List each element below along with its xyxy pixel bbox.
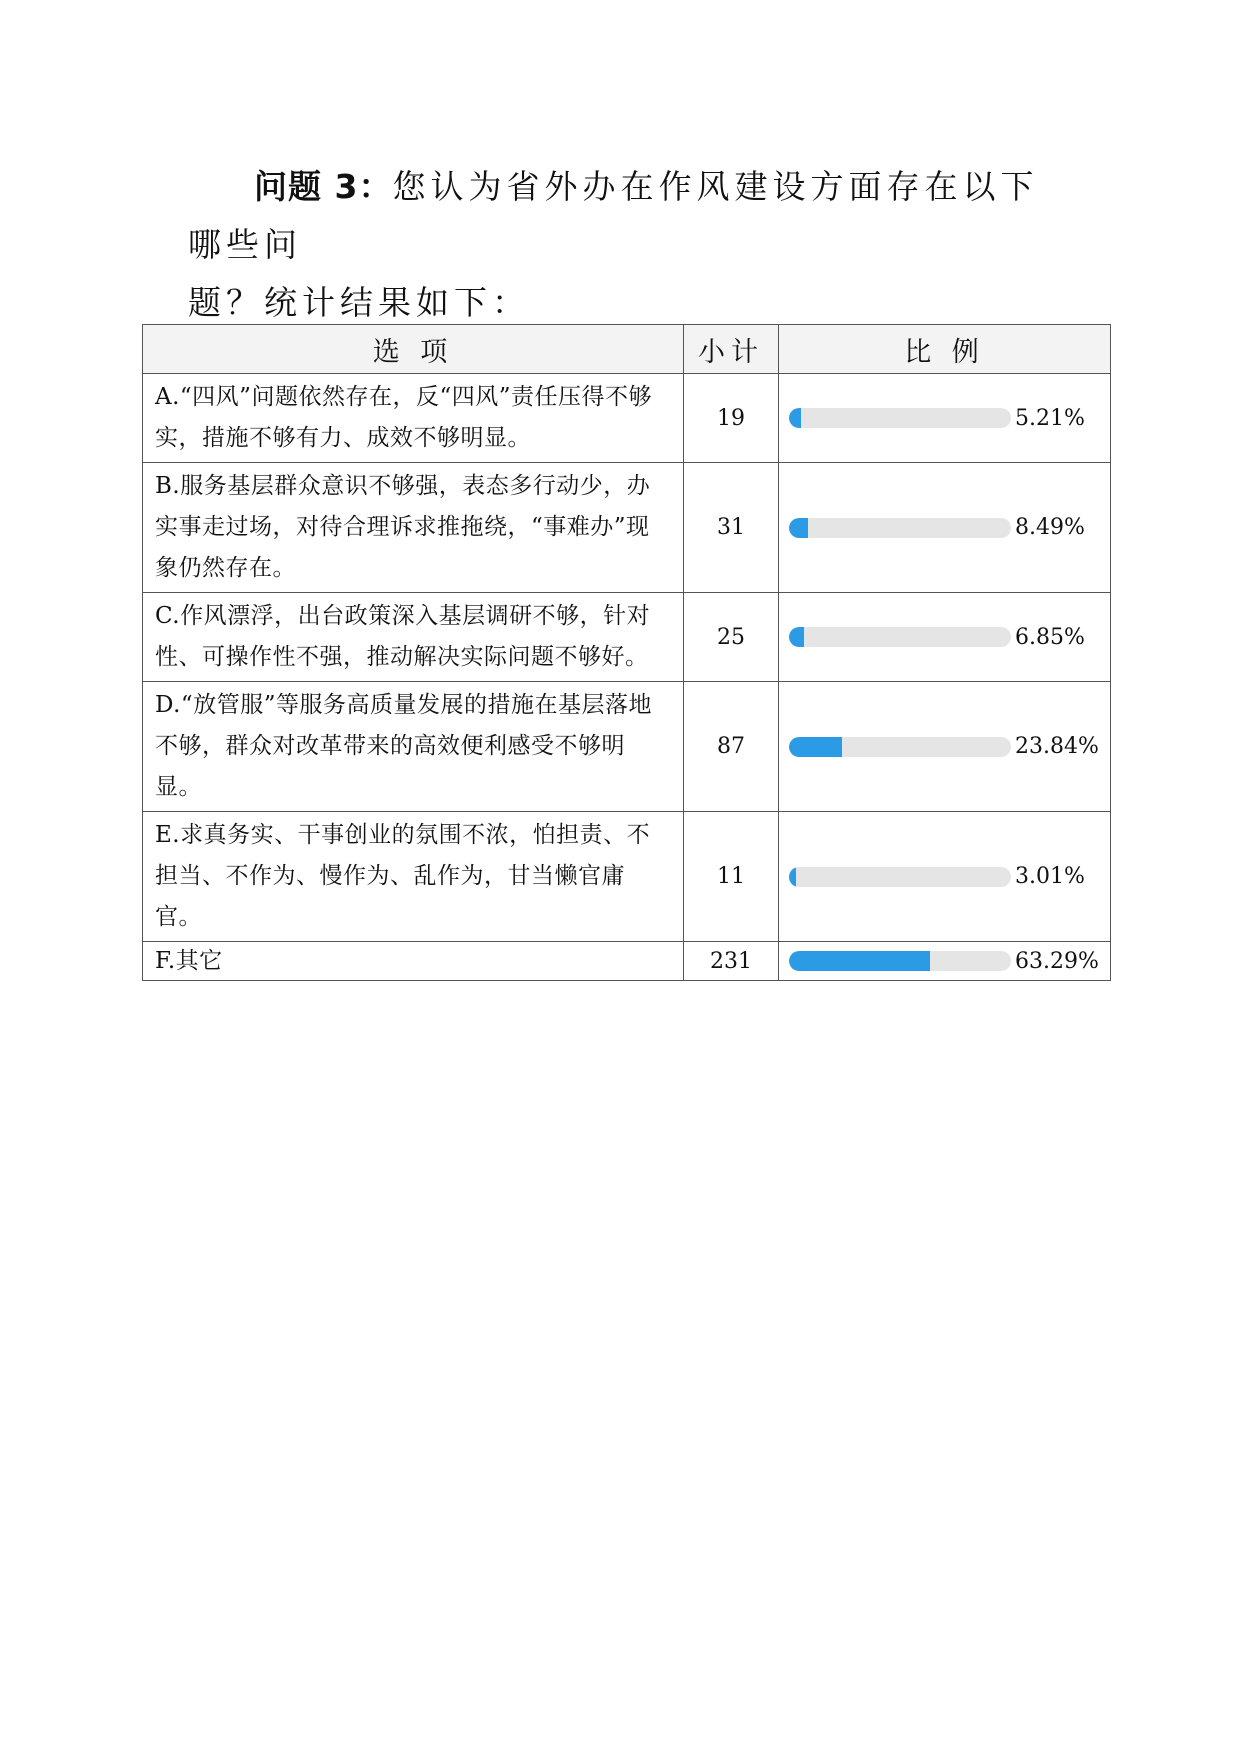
table-row: [143, 682, 1111, 812]
progress-bar: [789, 951, 1011, 971]
count-cell: 19: [684, 374, 779, 463]
option-cell: F.其它: [143, 942, 684, 981]
question-line-1: [188, 158, 1068, 274]
count-cell: 31: [684, 463, 779, 593]
count-cell: 87: [684, 682, 779, 812]
ratio-cell: [779, 682, 1111, 812]
question-text-part-1: 您认为省外办在作风建设方面存在以下哪些问: [188, 167, 1039, 264]
progress-bar-fill: [789, 518, 808, 538]
table-row: [143, 812, 1111, 942]
option-cell: D.“放管服”等服务高质量发展的措施在基层落地不够，群众对改革带来的高效便利感受不够明显。: [143, 682, 684, 812]
progress-bar-fill: [789, 408, 801, 428]
percent-label: 8.49%: [1015, 515, 1085, 540]
progress-bar-fill: [789, 951, 930, 971]
option-cell: C.作风漂浮，出台政策深入基层调研不够，针对性、可操作性不强，推动解决实际问题不够好。: [143, 593, 684, 682]
question-text: [188, 158, 1068, 332]
progress-bar-fill: [789, 867, 796, 887]
table-header-row: [143, 325, 1111, 374]
progress-bar: [789, 408, 1011, 428]
ratio-cell: [779, 463, 1111, 593]
ratio-cell: [779, 374, 1111, 463]
question-label: 问题 3：: [254, 167, 393, 206]
ratio-cell: [779, 942, 1111, 981]
ratio-cell: [779, 812, 1111, 942]
count-cell: 11: [684, 812, 779, 942]
count-cell: 231: [684, 942, 779, 981]
progress-bar: [789, 518, 1011, 538]
progress-bar: [789, 867, 1011, 887]
table-row: [143, 942, 1111, 981]
count-cell: 25: [684, 593, 779, 682]
question-line-2: 题？统计结果如下：: [188, 283, 530, 322]
percent-label: 6.85%: [1015, 624, 1085, 650]
results-table: [142, 324, 1111, 981]
table-row: [143, 374, 1111, 463]
header-option: 选 项: [143, 325, 684, 374]
option-cell: E.求真务实、干事创业的氛围不浓，怕担责、不担当、不作为、慢作为、乱作为，甘当懒官庸官。: [143, 812, 684, 942]
header-ratio: 比 例: [779, 325, 1111, 374]
ratio-cell: [779, 593, 1111, 682]
percent-label: 5.21%: [1015, 405, 1085, 431]
table-row: [143, 593, 1111, 682]
table-row: [143, 463, 1111, 593]
progress-bar-fill: [789, 627, 804, 647]
option-cell: B.服务基层群众意识不够强，表态多行动少，办实事走过场，对待合理诉求推拖绕，“事难办”现象仍然存在。: [143, 463, 684, 593]
percent-label: 3.01%: [1015, 864, 1085, 889]
header-count: 小计: [684, 325, 779, 374]
percent-label: 63.29%: [1015, 948, 1099, 974]
progress-bar-fill: [789, 737, 842, 757]
progress-bar: [789, 737, 1011, 757]
option-cell: A.“四风”问题依然存在，反“四风”责任压得不够实，措施不够有力、成效不够明显。: [143, 374, 684, 463]
percent-label: 23.84%: [1015, 734, 1099, 759]
progress-bar: [789, 627, 1011, 647]
